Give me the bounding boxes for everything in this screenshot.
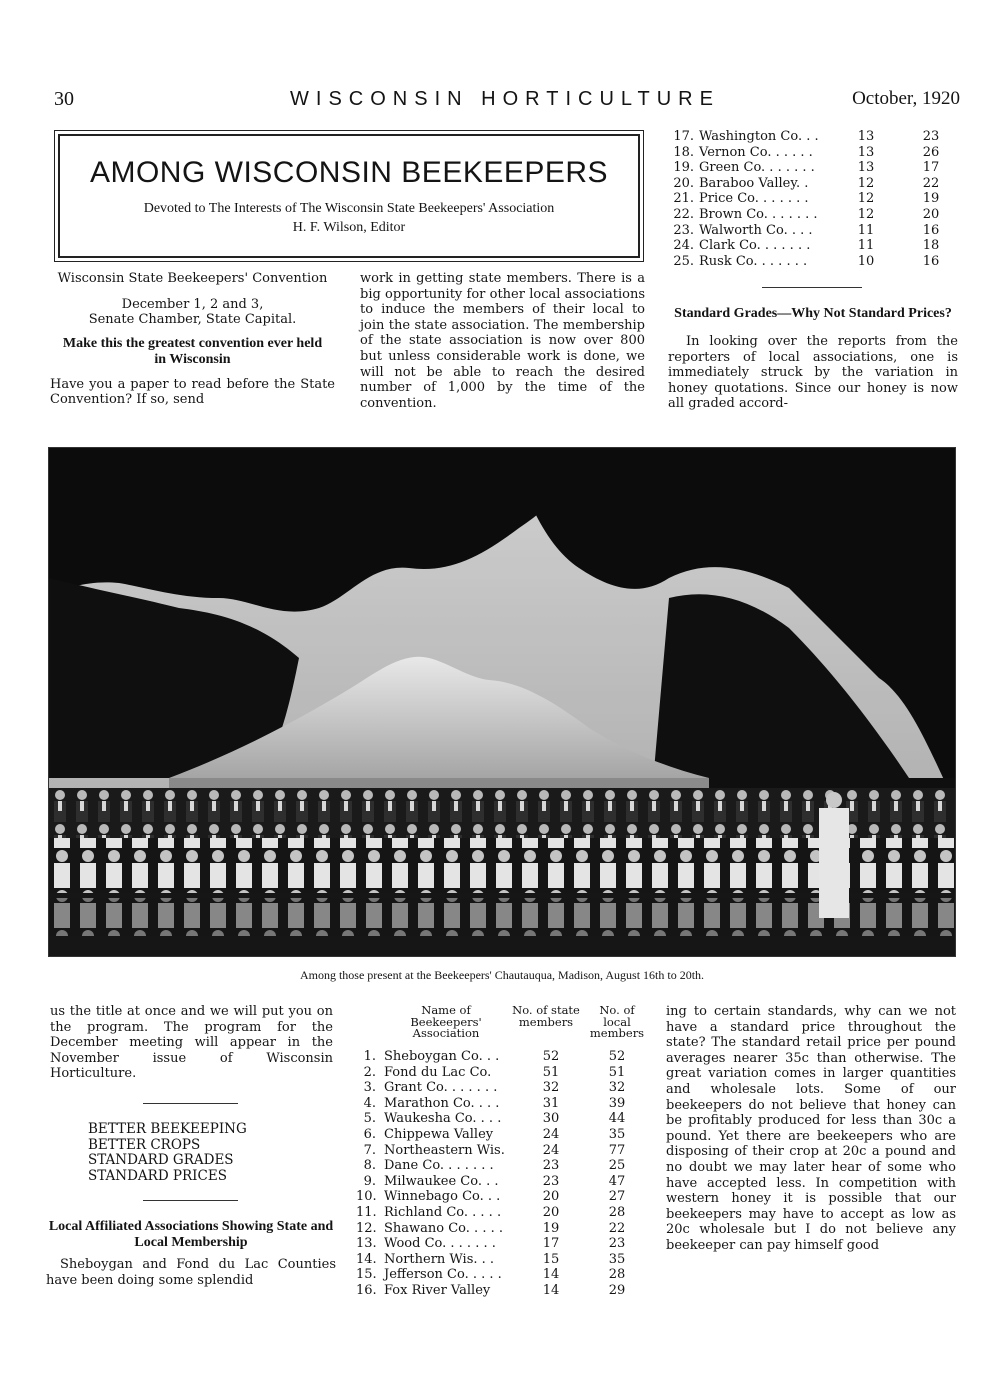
row-state-members: 19	[542, 1220, 560, 1236]
row-rank: 11.	[356, 1204, 377, 1220]
row-state-members: 11	[857, 222, 875, 238]
row-state-members: 52	[542, 1049, 560, 1064]
row-state-members: 15	[542, 1251, 560, 1267]
row-association-name: Brown Co. . . . . . .	[699, 206, 818, 222]
row-association-name: Wood Co. . . . . . .	[384, 1236, 496, 1252]
row-association-name: Chippewa Valley	[384, 1126, 494, 1142]
table-row	[668, 207, 958, 223]
running-head	[50, 88, 960, 114]
table-row	[668, 176, 958, 192]
row-rank: 18.	[673, 144, 694, 160]
row-local-members: 35	[608, 1126, 626, 1142]
row-state-members: 13	[857, 144, 875, 160]
row-association-name: Fond du Lac Co.	[384, 1064, 492, 1080]
row-state-members: 30	[542, 1111, 560, 1127]
journal-title: WISCONSIN HORTICULTURE	[290, 88, 720, 110]
row-rank: 21.	[673, 191, 694, 207]
row-local-members: 44	[608, 1111, 626, 1127]
row-local-members: 26	[922, 144, 940, 160]
row-local-members: 19	[922, 191, 940, 207]
row-rank: 3.	[363, 1080, 376, 1096]
masthead-inner	[58, 134, 640, 258]
left-column-top	[50, 271, 335, 408]
row-local-members: 35	[608, 1251, 626, 1267]
slogan-item: STANDARD PRICES	[88, 1167, 227, 1184]
table-row	[668, 145, 958, 161]
slogan-list	[88, 1122, 247, 1184]
table-row	[356, 1205, 646, 1221]
row-local-members: 25	[608, 1158, 626, 1174]
row-state-members: 10	[857, 253, 875, 269]
bottom-left-text: us the title at once and we will put you on the program. The program for the December meeting will appear in the November issue of Wisconsin Horticulture.	[50, 1004, 333, 1082]
row-local-members: 18	[922, 238, 940, 254]
divider-rule	[762, 287, 862, 288]
row-rank: 12.	[356, 1220, 377, 1236]
table-row	[356, 1111, 646, 1127]
row-state-members: 11	[857, 238, 875, 254]
row-state-members: 14	[542, 1282, 560, 1298]
row-rank: 7.	[363, 1142, 376, 1158]
row-local-members: 32	[608, 1080, 626, 1096]
section-subtitle	[60, 199, 638, 237]
row-rank: 13.	[356, 1236, 377, 1252]
table-row	[356, 1283, 646, 1299]
standard-grades-text: In looking over the reports from the reporters of local associations, one is immediately struck by the variation in honey quotations. Since our honey is now all graded accord-	[668, 334, 958, 412]
row-rank: 10.	[356, 1189, 377, 1205]
convention-dates: December 1, 2 and 3,	[121, 296, 264, 312]
editor-line: H. F. Wilson, Editor	[292, 220, 406, 235]
row-association-name: Green Co. . . . . . .	[699, 160, 815, 176]
row-association-name: Sheboygan Co. . .	[384, 1049, 500, 1064]
row-association-name: Walworth Co. . . .	[699, 222, 813, 238]
table-row	[356, 1096, 646, 1112]
table-row	[668, 223, 958, 239]
row-rank: 22.	[673, 206, 694, 222]
row-rank: 17.	[673, 129, 694, 144]
row-association-name: Baraboo Valley. .	[699, 175, 809, 191]
row-local-members: 51	[608, 1064, 626, 1080]
table-header	[356, 1005, 646, 1049]
row-local-members: 17	[922, 160, 940, 176]
row-local-members: 16	[922, 253, 940, 269]
table-row	[356, 1158, 646, 1174]
table-row	[668, 238, 958, 254]
row-local-members: 22	[608, 1220, 626, 1236]
row-rank: 24.	[673, 238, 694, 254]
table-row	[668, 129, 958, 145]
row-state-members: 24	[542, 1142, 560, 1158]
row-state-members: 31	[542, 1095, 560, 1111]
row-association-name: Jefferson Co. . . . .	[384, 1267, 502, 1283]
row-local-members: 52	[608, 1049, 626, 1064]
table-row	[356, 1049, 646, 1065]
affiliated-heading: Local Affiliated Associations Showing State and Local Membership	[48, 1219, 334, 1250]
row-rank: 6.	[363, 1126, 376, 1142]
table-row	[356, 1236, 646, 1252]
row-local-members: 16	[922, 222, 940, 238]
issue-date: October, 1920	[852, 88, 960, 109]
row-rank: 25.	[673, 253, 694, 269]
row-association-name: Northern Wis. . .	[384, 1251, 495, 1267]
table-row	[356, 1221, 646, 1237]
row-local-members: 47	[608, 1173, 626, 1189]
table-row	[356, 1080, 646, 1096]
table-row	[356, 1127, 646, 1143]
row-state-members: 12	[857, 175, 875, 191]
row-state-members: 51	[542, 1064, 560, 1080]
header-local-members: No. of local members	[589, 1003, 645, 1040]
row-local-members: 23	[608, 1236, 626, 1252]
row-local-members: 20	[922, 206, 940, 222]
convention-heading: Wisconsin State Beekeepers' Convention	[57, 271, 328, 286]
row-association-name: Milwaukee Co. . .	[384, 1173, 499, 1189]
row-association-name: Shawano Co. . . . .	[384, 1220, 503, 1236]
table-row	[356, 1143, 646, 1159]
row-local-members: 28	[608, 1267, 626, 1283]
row-state-members: 13	[857, 160, 875, 176]
row-association-name: Fox River Valley	[384, 1282, 491, 1298]
row-local-members: 29	[608, 1282, 626, 1298]
row-state-members: 13	[857, 129, 875, 144]
row-state-members: 23	[542, 1158, 560, 1174]
table-row	[668, 160, 958, 176]
row-state-members: 20	[542, 1204, 560, 1220]
row-state-members: 17	[542, 1236, 560, 1252]
standard-grades-heading: Standard Grades—Why Not Standard Prices?	[674, 306, 952, 321]
row-local-members: 28	[608, 1204, 626, 1220]
row-state-members: 12	[857, 191, 875, 207]
row-association-name: Rusk Co. . . . . . .	[699, 253, 808, 269]
membership-table	[356, 1005, 646, 1299]
slogan-item: BETTER BEEKEEPING	[88, 1121, 247, 1137]
row-state-members: 20	[542, 1189, 560, 1205]
section-title: AMONG WISCONSIN BEEKEEPERS	[89, 156, 609, 189]
header-association: Name of Beekeepers' Association	[410, 1003, 482, 1040]
row-state-members: 32	[542, 1080, 560, 1096]
table-row	[356, 1267, 646, 1283]
row-association-name: Winnebago Co. . .	[384, 1189, 501, 1205]
divider-rule-slogans-bottom	[143, 1200, 238, 1201]
photo-caption: Among those present at the Beekeepers' Chautauqua, Madison, August 16th to 20th.	[299, 968, 705, 982]
row-association-name: Dane Co. . . . . . .	[384, 1158, 494, 1174]
photo-illustration	[49, 448, 956, 957]
middle-column-text: work in getting state members. There is a big opportunity for other local associations to induce the members of their local to join the state association. The membership of the state association is now over 800 but unless considerable work is done, we will not be able to reach the desired number of 1,000 by the time of the convention.	[360, 271, 645, 411]
table-row	[356, 1189, 646, 1205]
slogan-item: STANDARD GRADES	[88, 1152, 234, 1169]
row-local-members: 77	[608, 1142, 626, 1158]
row-association-name: Washington Co. . .	[699, 129, 819, 144]
convention-place: Senate Chamber, State Capital.	[88, 312, 297, 328]
row-rank: 1.	[363, 1049, 376, 1064]
table-row	[668, 191, 958, 207]
masthead-box	[54, 130, 644, 262]
row-state-members: 14	[542, 1267, 560, 1283]
row-rank: 20.	[673, 175, 694, 191]
page-number: 30	[54, 88, 74, 110]
row-local-members: 27	[608, 1189, 626, 1205]
slogan-item: BETTER CROPS	[88, 1136, 201, 1153]
row-rank: 19.	[673, 160, 694, 176]
affiliated-section	[46, 1219, 336, 1288]
row-rank: 14.	[356, 1251, 377, 1267]
right-column-top	[668, 306, 958, 412]
row-rank: 15.	[356, 1267, 377, 1283]
row-state-members: 23	[542, 1173, 560, 1189]
table-row	[356, 1174, 646, 1190]
row-state-members: 12	[857, 206, 875, 222]
subtitle-text: Devoted to The Interests of The Wisconsin State Beekeepers' Association	[143, 201, 555, 216]
row-rank: 23.	[673, 222, 694, 238]
table-row	[668, 254, 958, 270]
row-association-name: Vernon Co. . . . . .	[699, 144, 813, 160]
row-association-name: Marathon Co. . . .	[384, 1095, 500, 1111]
bottom-right-text: ing to certain standards, why can we not have a standard price throughout the state? The standard retail price per pound averages nearer 35c than otherwise. The great variation comes in larger quantities and wholesale lots. Some of our beekeepers do not believe that honey can be profitably produced for less than 30c a pound. Yet there are beekeepers who are disposing of their crop at 20c a pound and no doubt we may later hear of some who have accepted less. In competition with western honey it is possible that our beekeepers may have to accept as low as 20c wholesale but I do not believe any beekeeper can pay himself good	[666, 1004, 956, 1253]
membership-table-continued	[668, 129, 958, 269]
row-association-name: Waukesha Co. . . .	[384, 1111, 502, 1127]
divider-rule-slogans-top	[143, 1103, 238, 1104]
row-association-name: Price Co. . . . . . .	[699, 191, 809, 207]
row-rank: 2.	[363, 1064, 376, 1080]
row-rank: 8.	[363, 1158, 376, 1174]
row-rank: 5.	[363, 1111, 376, 1127]
row-association-name: Richland Co. . . . .	[384, 1204, 502, 1220]
greatest-convention-heading: Make this the greatest convention ever held in Wisconsin	[62, 335, 323, 367]
group-photograph	[48, 447, 956, 957]
table-row	[356, 1252, 646, 1268]
row-local-members: 22	[922, 175, 940, 191]
row-association-name: Northeastern Wis.	[384, 1142, 505, 1158]
paper-request-text: Have you a paper to read before the State Convention? If so, send	[50, 376, 335, 408]
header-state-members: No. of state members	[512, 1003, 580, 1029]
row-association-name: Grant Co. . . . . . .	[384, 1080, 498, 1096]
table-row	[356, 1065, 646, 1081]
row-association-name: Clark Co. . . . . . .	[699, 238, 811, 254]
row-rank: 9.	[363, 1173, 376, 1189]
row-rank: 4.	[363, 1095, 376, 1111]
row-local-members: 39	[608, 1095, 626, 1111]
row-local-members: 23	[922, 129, 940, 144]
row-rank: 16.	[356, 1282, 377, 1298]
row-state-members: 24	[542, 1126, 560, 1142]
affiliated-text: Sheboygan and Fond du Lac Counties have been doing some splendid	[46, 1257, 336, 1288]
